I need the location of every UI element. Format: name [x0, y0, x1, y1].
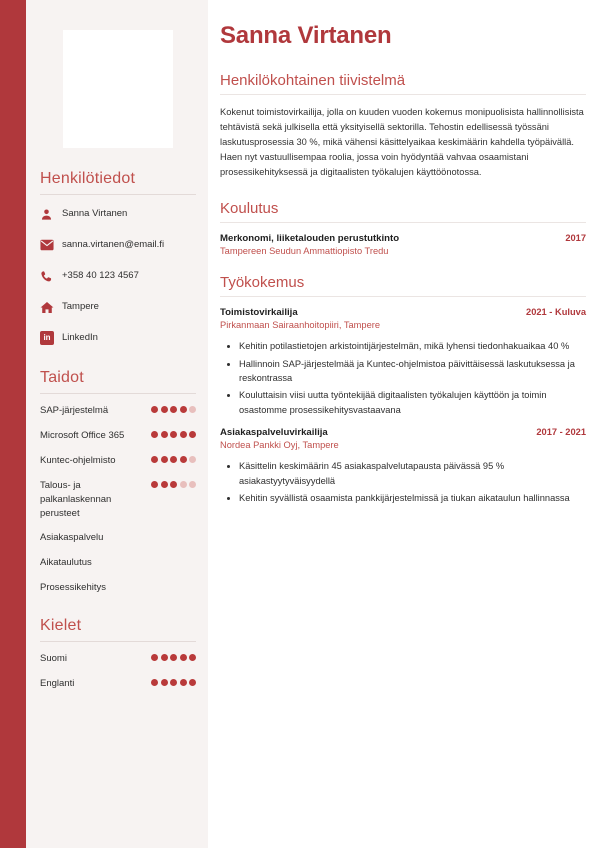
- rating-dot-filled: [170, 406, 177, 413]
- rating-dot-filled: [151, 679, 158, 686]
- rating-row: [40, 556, 196, 570]
- rating-dot-filled: [170, 456, 177, 463]
- bullet-item: • Kehitin syvällistä osaamista pankkijärjestelmissä ja tiukan aikataulun hallinnassa: [239, 491, 586, 505]
- education-section: [220, 200, 586, 256]
- entry-header: [220, 307, 586, 318]
- rating-row: [40, 677, 196, 691]
- section-divider: [220, 296, 586, 297]
- personal-details-heading: Henkilötiedot: [40, 170, 136, 187]
- rating-label: Prosessikehitys: [40, 582, 106, 594]
- education-entries: [220, 233, 586, 256]
- entry-organisation: Nordea Pankki Oyj, Tampere: [220, 440, 339, 451]
- summary-heading: Henkilökohtainen tiivistelmä: [220, 72, 406, 89]
- rating-label: Aikataulutus: [40, 557, 92, 569]
- rating-row: [40, 429, 196, 443]
- main-column: [208, 0, 600, 848]
- contact-text: +358 40 123 4567: [62, 270, 139, 282]
- experience-section: [220, 274, 586, 505]
- entry-title: Merkonomi, liiketalouden perustutkinto: [220, 233, 400, 245]
- rating-dot-filled: [189, 654, 196, 661]
- mail-icon: [40, 239, 62, 251]
- rating-label: Kuntec-ohjelmisto: [40, 455, 116, 466]
- rating-row: [40, 581, 196, 595]
- entry-title: Asiakaspalveluvirkailija: [220, 427, 328, 439]
- entry-organisation: Tampereen Seudun Ammattiopisto Tredu: [220, 246, 389, 257]
- page-title: Sanna Virtanen: [220, 22, 392, 49]
- languages-list: [40, 652, 196, 691]
- rating-dots: [151, 454, 196, 463]
- cv-entry: [220, 233, 586, 256]
- contact-text: LinkedIn: [62, 332, 98, 344]
- rating-dots: [151, 677, 196, 686]
- entry-organisation: Pirkanmaan Sairaanhoitopiiri, Tampere: [220, 320, 381, 331]
- rating-dots: [151, 479, 196, 488]
- rating-dot-filled: [189, 431, 196, 438]
- cv-entry: [220, 307, 586, 417]
- bullet-item: • Käsittelin keskimäärin 45 asiakaspalvelutapausta päivässä 95 % asiakastyytyväisyydellä: [239, 459, 586, 488]
- entry-bullets: [220, 339, 586, 417]
- cv-entry: [220, 427, 586, 505]
- personal-details-section: [40, 170, 196, 347]
- sidebar: [26, 0, 208, 848]
- rating-dot-filled: [161, 406, 168, 413]
- skills-section: [40, 369, 196, 595]
- entry-date: 2017: [565, 233, 586, 244]
- home-icon: [40, 301, 62, 314]
- contact-row[interactable]: [40, 329, 196, 347]
- languages-section: [40, 617, 196, 691]
- skills-heading: Taidot: [40, 369, 84, 386]
- rating-row: [40, 404, 196, 418]
- rating-row: [40, 479, 196, 520]
- contact-text: sanna.virtanen@email.fi: [62, 239, 165, 251]
- rating-dot-filled: [170, 679, 177, 686]
- rating-dot-filled: [161, 654, 168, 661]
- rating-dots: [151, 652, 196, 661]
- rating-dots: [151, 404, 196, 413]
- rating-label: Talous- ja palkanlaskennan perusteet: [40, 480, 112, 519]
- contact-row[interactable]: [40, 298, 196, 316]
- profile-photo-placeholder: [63, 30, 173, 148]
- rating-dot-filled: [180, 406, 187, 413]
- experience-heading: Työkokemus: [220, 274, 305, 292]
- contact-text: Sanna Virtanen: [62, 208, 128, 220]
- entry-date: 2021 - Kuluva: [526, 307, 586, 318]
- phone-icon: [40, 270, 62, 283]
- rating-row: [40, 652, 196, 666]
- entry-header: [220, 427, 586, 438]
- summary-section: [220, 72, 586, 180]
- contact-row[interactable]: [40, 267, 196, 285]
- rating-dot-filled: [170, 481, 177, 488]
- section-divider: [220, 222, 586, 223]
- section-divider: [220, 94, 586, 95]
- rating-dot-empty: [180, 481, 187, 488]
- rating-dot-filled: [180, 431, 187, 438]
- rating-label: SAP-järjestelmä: [40, 405, 109, 416]
- rating-dot-empty: [189, 456, 196, 463]
- entry-bullets: [220, 459, 586, 505]
- person-icon: [40, 208, 62, 221]
- rating-label: Suomi: [40, 653, 67, 665]
- rating-dot-filled: [151, 654, 158, 661]
- rating-dot-filled: [161, 431, 168, 438]
- rating-dot-filled: [151, 481, 158, 488]
- rating-dot-filled: [161, 456, 168, 463]
- entry-title: Toimistovirkailija: [220, 307, 298, 319]
- education-heading: Koulutus: [220, 200, 279, 218]
- skills-list: [40, 404, 196, 595]
- contact-row[interactable]: [40, 205, 196, 223]
- entry-date: 2017 - 2021: [536, 427, 586, 438]
- bullet-item: • Kouluttaisin viisi uutta työntekijää digitaalisten työkalujen käyttöön ja toimin osastomme prosessikehitysvastaavana: [239, 388, 586, 417]
- rating-row: [40, 454, 196, 468]
- rating-dot-filled: [151, 431, 158, 438]
- bullet-item: • Kehitin potilastietojen arkistointijärjestelmän, mikä lyhensi tiedonhakuaikaa 40 %: [239, 339, 586, 353]
- experience-entries: [220, 307, 586, 505]
- rating-dot-filled: [180, 679, 187, 686]
- rating-label: Microsoft Office 365: [40, 430, 125, 441]
- section-divider: [40, 641, 196, 642]
- linkedin-badge: in: [40, 331, 54, 345]
- contact-list: [40, 205, 196, 347]
- rating-dot-filled: [161, 481, 168, 488]
- rating-dot-filled: [170, 431, 177, 438]
- rating-dot-filled: [151, 406, 158, 413]
- contact-text: Tampere: [62, 301, 99, 313]
- rating-dot-filled: [180, 456, 187, 463]
- rating-dot-filled: [161, 679, 168, 686]
- rating-label: Englanti: [40, 678, 75, 690]
- rating-dot-filled: [170, 654, 177, 661]
- summary-text: Kokenut toimistovirkailija, jolla on kuuden vuoden kokemus monipuolisista hallinnollisista tehtävistä sekä julkisella että yksityisellä sektorilla. Tehostin edellisessä työssäni laskutusprosessia 30 %, mikä vähensi käsittelyaikaa keskimäärin kahdella työpäivällä. Haen nyt vastuullisempaa roolia, jossa voin hyödyntää vahvaa osaamistani prosessikehityksessä ja digitaalisten työkalujen käyttöönotossa.: [220, 107, 584, 178]
- contact-row[interactable]: [40, 236, 196, 254]
- rating-dots: [151, 429, 196, 438]
- rating-dot-filled: [180, 654, 187, 661]
- rating-dot-filled: [151, 456, 158, 463]
- section-divider: [40, 194, 196, 195]
- rating-label: Asiakaspalvelu: [40, 532, 104, 544]
- entry-header: [220, 233, 586, 244]
- section-divider: [40, 393, 196, 394]
- languages-heading: Kielet: [40, 617, 82, 635]
- rating-row: [40, 531, 196, 545]
- rating-dot-empty: [189, 481, 196, 488]
- bullet-item: • Hallinnoin SAP-järjestelmää ja Kuntec-ohjelmistoa päivittäisessä laskutuksessa ja reskontrassa: [239, 357, 586, 386]
- linkedin-icon: [40, 331, 62, 345]
- rating-dot-empty: [189, 406, 196, 413]
- accent-bar: [0, 0, 26, 848]
- rating-dot-filled: [189, 679, 196, 686]
